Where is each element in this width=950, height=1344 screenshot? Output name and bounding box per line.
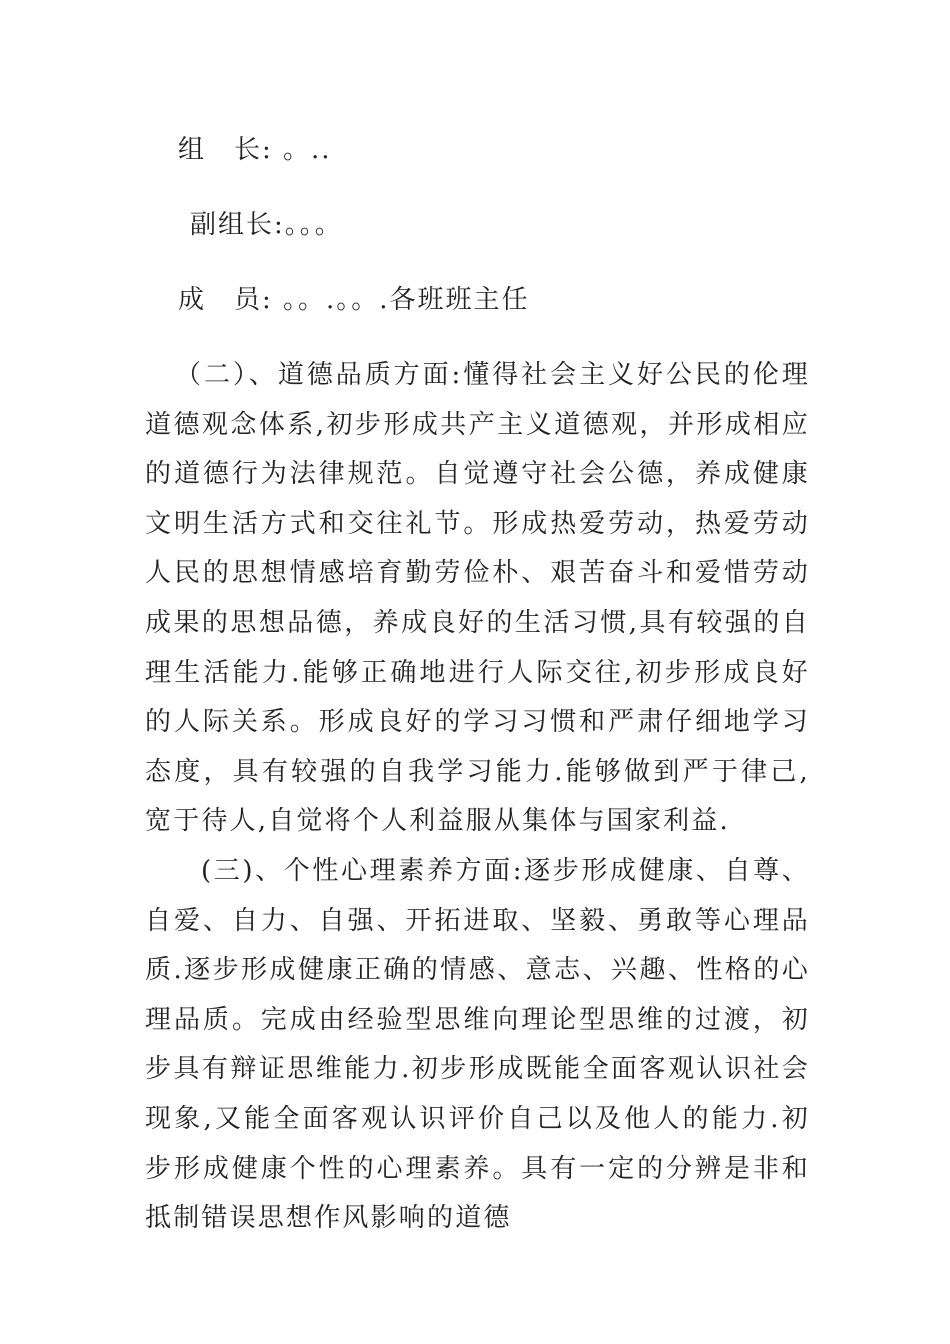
members-line: 成 员: 。。.。。.各班班主任: [178, 285, 530, 315]
moral-quality-paragraph: （二）、道德品质方面:懂得社会主义好公民的伦理道德观念体系,初步形成共产主义道德观，并形成相应的道德行为法律规范。自觉遵守社会公德，养成健康文明生活方式和交往礼节。形成热爱劳动，热爱劳动人民的思想情感培育勤劳俭朴、艰苦奋斗和爱惜劳动成果的思想品德，养成良好的生活习惯,具有较强的自理生活能力.能够正确地进行人际交往,初步形成良好的人际关系。形成良好的学习习惯和严肃仔细地学习态度，具有较强的自我学习能力.能够做到严于律己,宽于待人,自觉将个人利益服从集体与国家利益.: [145, 360, 810, 837]
deputy-leader-line: 副组长:。。。: [190, 210, 343, 240]
psychological-quality-paragraph: (三)、个性心理素养方面:逐步形成健康、自尊、自爱、自力、自强、开拓进取、坚毅、勇敢等心理品质.逐步形成健康正确的情感、意志、兴趣、性格的心理品质。完成由经验型思维向理论型思维的过渡，初步具有辩证思维能力.初步形成既能全面客观认识社会现象,又能全面客观认识评价自己以及他人的能力.初步形成健康个性的心理素养。具有一定的分辨是非和抵制错误思想作风影响的道德: [145, 856, 810, 1234]
leader-line: 组 长: 。..: [178, 135, 332, 165]
